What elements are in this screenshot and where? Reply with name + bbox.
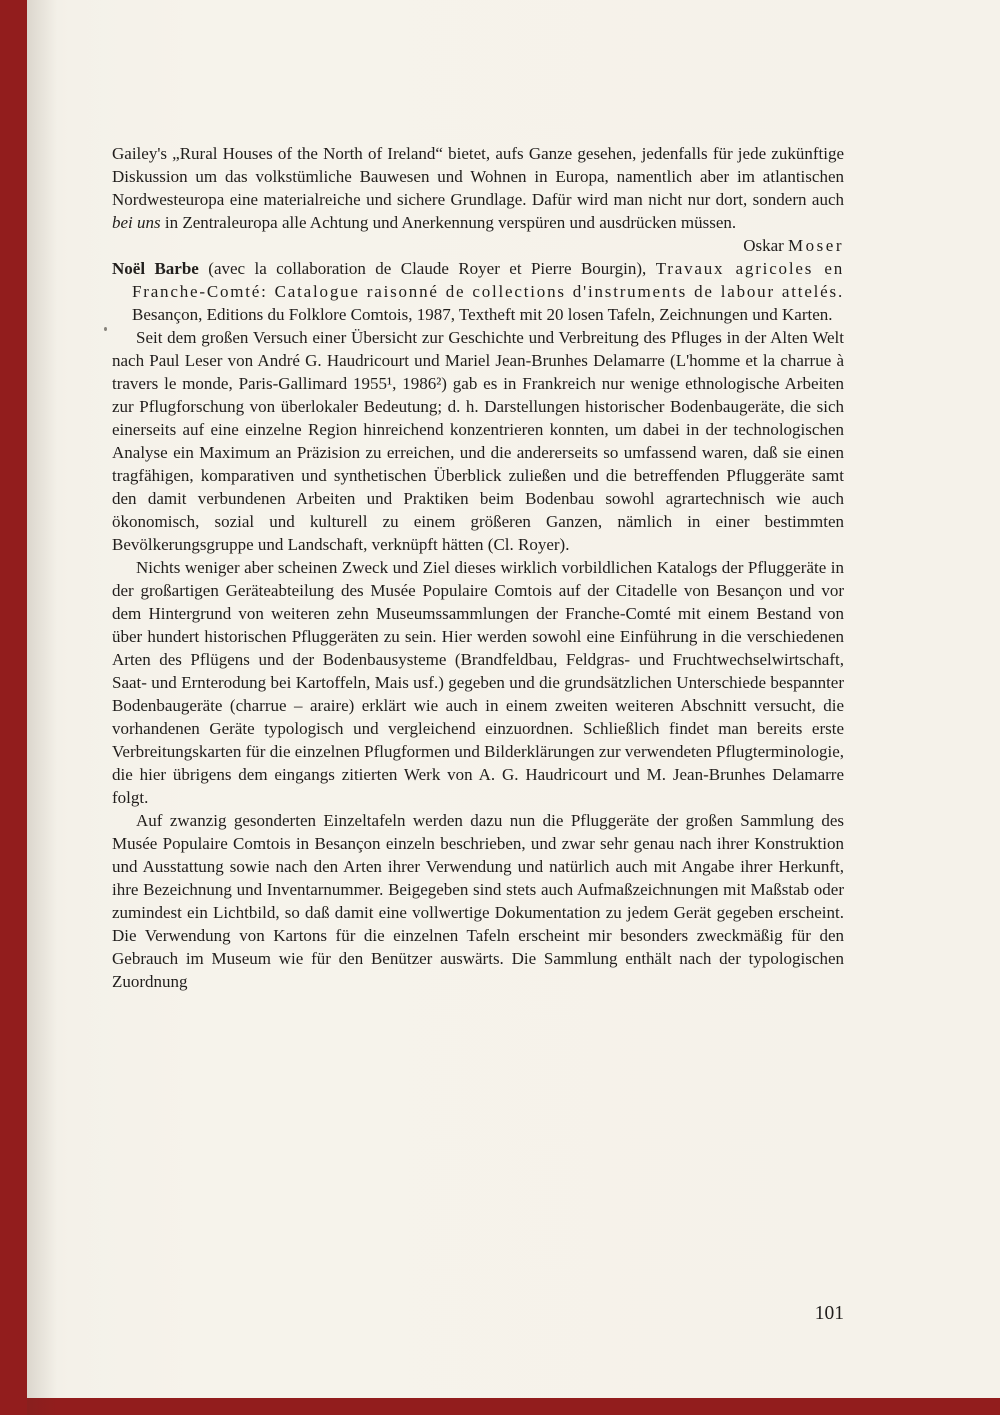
- closing-review-text-after: in Zentraleuropa alle Achtung und Anerkennung verspüren und ausdrücken müssen.: [160, 213, 737, 232]
- citation-author: Noël Barbe: [112, 259, 199, 278]
- review-paragraph-3: Auf zwanzig gesonderten Einzeltafeln werden dazu nun die Pfluggeräte der großen Sammlung des Musée Populaire Comtois in Besançon einzeln beschrieben, und zwar sehr genau nach ihrer Konstruktion und Ausstattung sowie nach den Arten ihrer Verwendung und natürlich auch mit Angabe ihrer Herkunft, ihre Bezeichnung und Inventarnummer. Beigegeben sind stets auch Aufmaßzeichnungen mit Maßstab oder zumindest ein Lichtbild, so daß damit eine vollwertige Dokumentation zu jedem Gerät gegeben erscheint. Die Verwendung von Kartons für die einzelnen Tafeln erscheint mir besonders zweckmäßig für den Gebrauch im Museum wie für den Benützer auswärts. Die Sammlung enthält nach der typologischen Zuordnung: [112, 811, 844, 991]
- page-number: 101: [814, 1303, 844, 1324]
- reviewer-last-name: Moser: [788, 236, 844, 255]
- closing-review-text-before: Gailey's „Rural Houses of the North of Ireland“ bietet, aufs Ganze gesehen, jedenfalls für jede zukünftige Diskussion um das volkstümliche Bauwesen und Wohnen in Europa, namentlich aber im atlantischen Nordwesteuropa eine materialreiche und sichere Grundlage. Dafür wird man nicht nur dort, sondern auch: [112, 144, 844, 209]
- reviewer-first-name: Oskar: [743, 236, 784, 255]
- book-edge-left: [0, 0, 27, 1415]
- page-text-block: [112, 142, 844, 993]
- book-edge-bottom: [0, 1398, 1000, 1415]
- citation-collaboration: (avec la collaboration de Claude Royer et Pierre Bourgin),: [198, 259, 656, 278]
- citation-title: Travaux agricoles en Franche-Comté: Catalogue raisonné de collections d'instruments de labour attelés.: [132, 259, 844, 301]
- closing-review-paragraph: [112, 142, 844, 234]
- review-paragraph-1: Seit dem großen Versuch einer Übersicht zur Geschichte und Verbreitung des Pfluges in der Alten Welt nach Paul Leser von André G. Haudricourt und Mariel Jean-Brunhes Delamarre (L'homme et la charrue à travers le monde, Paris-Gallimard 1955¹, 1986²) gab es in Frankreich nur wenige ethnologische Arbeiten zur Pflugforschung von überlokaler Bedeutung; d. h. Darstellungen historischer Bodenbaugeräte, die sich einerseits auf eine einzelne Region hinreichend konzentrieren konnten, um dabei in der technologischen Analyse ein Maximum an Präzision zu erreichen, und die andererseits so umfassend waren, daß sie einen tragfähigen, komparativen und synthetischen Überblick zuließen und die betreffenden Pfluggeräte samt den damit verbundenen Arbeiten und Praktiken beim Bodenbau sowohl agrartechnisch wie auch ökonomisch, sozial und kulturell zu einem größeren Ganzen, nämlich in einer bestimmten Bevölkerungsgruppe und Landschaft, verknüpft hätten (Cl. Royer).: [112, 328, 844, 554]
- scan-speck: [104, 327, 107, 331]
- review-citation: [112, 257, 844, 326]
- closing-review-emphasis: bei uns: [112, 213, 161, 232]
- review-paragraph-2: Nichts weniger aber scheinen Zweck und Ziel dieses wirklich vorbildlichen Katalogs der Pfluggeräte in der großartigen Geräteabteilung des Musée Populaire Comtois auf der Citadelle von Besançon und vor dem Hintergrund von weiteren zehn Museumssammlungen der Franche-Comté mit einem Bestand von über hundert historischen Pfluggeräten zu sein. Hier werden sowohl eine Einführung in die verschiedenen Arten des Pflügens und der Bodenbausysteme (Brandfeldbau, Feldgras- und Fruchtwechselwirtschaft, Saat- und Ernterodung bei Kartoffeln, Mais usf.) gegeben und die grundsätzlichen Unterschiede bespannter Bodenbaugeräte (charrue – araire) erklärt wie auch in einem zweiten weiteren Abschnitt versucht, die vorhandenen Geräte typologisch und vergleichend einzuordnen. Schließlich findet man bereits erste Verbreitungskarten für die einzelnen Pflugformen und Bilderklärungen zur verwendeten Pflugterminologie, die hier übrigens dem eingangs zitierten Werk von A. G. Haudricourt und M. Jean-Brunhes Delamarre folgt.: [112, 558, 844, 807]
- citation-imprint: Besançon, Editions du Folklore Comtois, 1987, Textheft mit 20 losen Tafeln, Zeichnungen und Karten.: [132, 305, 833, 324]
- reviewer-signature: [112, 234, 844, 257]
- gutter-shadow: [27, 0, 57, 1415]
